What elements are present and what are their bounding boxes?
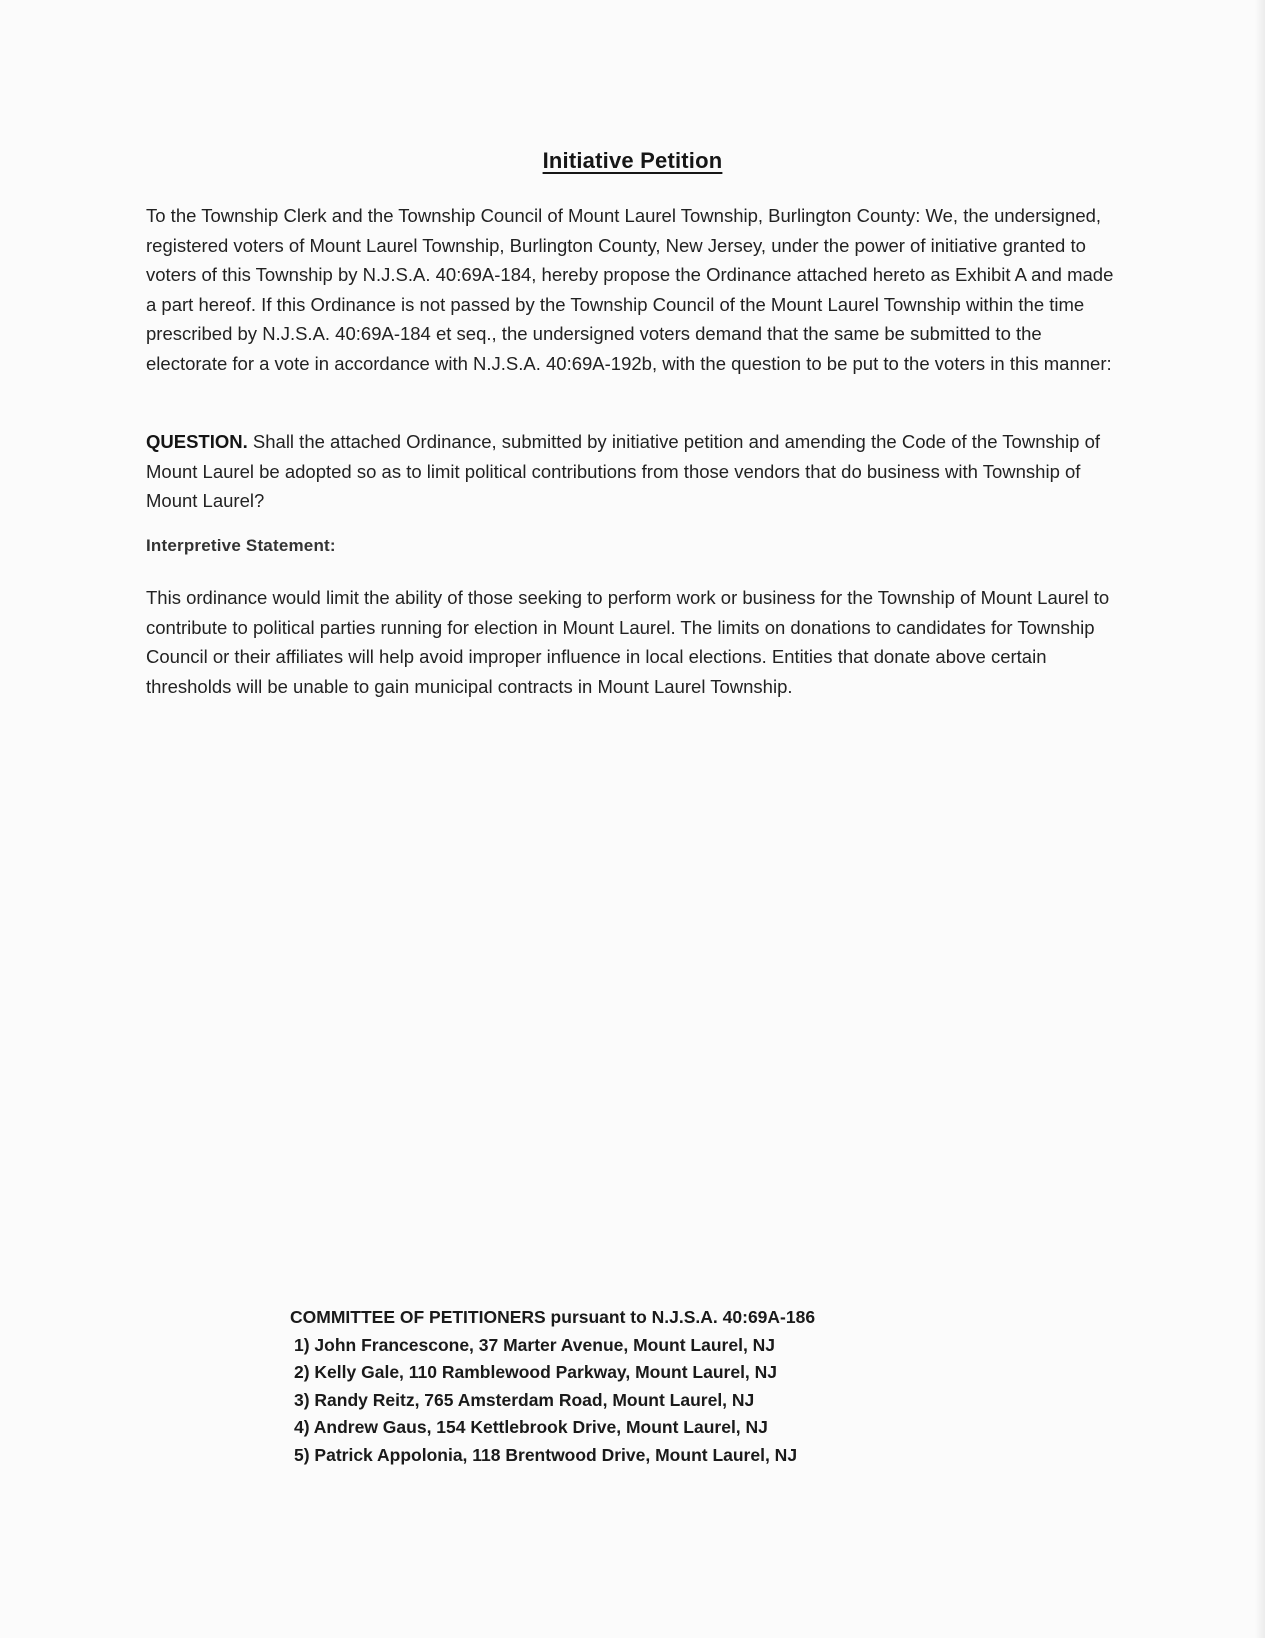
committee-heading: COMMITTEE OF PETITIONERS pursuant to N.J.S.A. 40:69A-186 [290, 1307, 816, 1327]
question-text: Shall the attached Ordinance, submitted by initiative petition and amending the Code of the Township of Mount Laurel be adopted so as to limit political contributions from those vendors that do business with Township of Mount Laurel? [146, 431, 1100, 511]
committee-member: 5) Patrick Appolonia, 118 Brentwood Drive, Mount Laurel, NJ [294, 1444, 798, 1465]
committee-member: 1) John Francescone, 37 Marter Avenue, Mount Laurel, NJ [294, 1334, 776, 1355]
committee-member: 2) Kelly Gale, 110 Ramblewood Parkway, Mount Laurel, NJ [294, 1362, 778, 1382]
committee-member: 3) Randy Reitz, 765 Amsterdam Road, Mount Laurel, NJ [294, 1389, 755, 1410]
interpretive-paragraph: This ordinance would limit the ability of those seeking to perform work or business for the Township of Mount Laurel to contribute to political parties running for election in Mount Laurel. The limits on donations to candidates for Township Council or their affiliates will help avoid improper influence in local elections. Entities that donate above certain thresholds will be unable to gain municipal contracts in Mount Laurel Township. [146, 587, 1110, 697]
scan-edge-shadow [1255, 0, 1265, 1638]
intro-paragraph: To the Township Clerk and the Township Council of Mount Laurel Township, Burlington County: We, the undersigned, registered voters of Mount Laurel Township, Burlington County, New Jersey, under the power of initiative granted to voters of this Township by N.J.S.A. 40:69A-184, hereby propose the Ordinance attached hereto as Exhibit A and made a part hereof. If this Ordinance is not passed by the Township Council of the Mount Laurel Township within the time prescribed by N.J.S.A. 40:69A-184 et seq., the undersigned voters demand that the same be submitted to the electorate for a vote in accordance with N.J.S.A. 40:69A-192b, with the question to be put to the voters in this manner: [146, 205, 1114, 374]
question-label: QUESTION. [146, 431, 248, 452]
committee-member: 4) Andrew Gaus, 154 Kettlebrook Drive, Mount Laurel, NJ [294, 1417, 768, 1437]
committee-list [290, 1332, 1010, 1470]
question-paragraph [146, 427, 1116, 516]
document-title: Initiative Petition [542, 148, 723, 173]
committee-block [290, 1304, 1010, 1469]
interpretive-heading: Interpretive Statement: [146, 536, 336, 555]
